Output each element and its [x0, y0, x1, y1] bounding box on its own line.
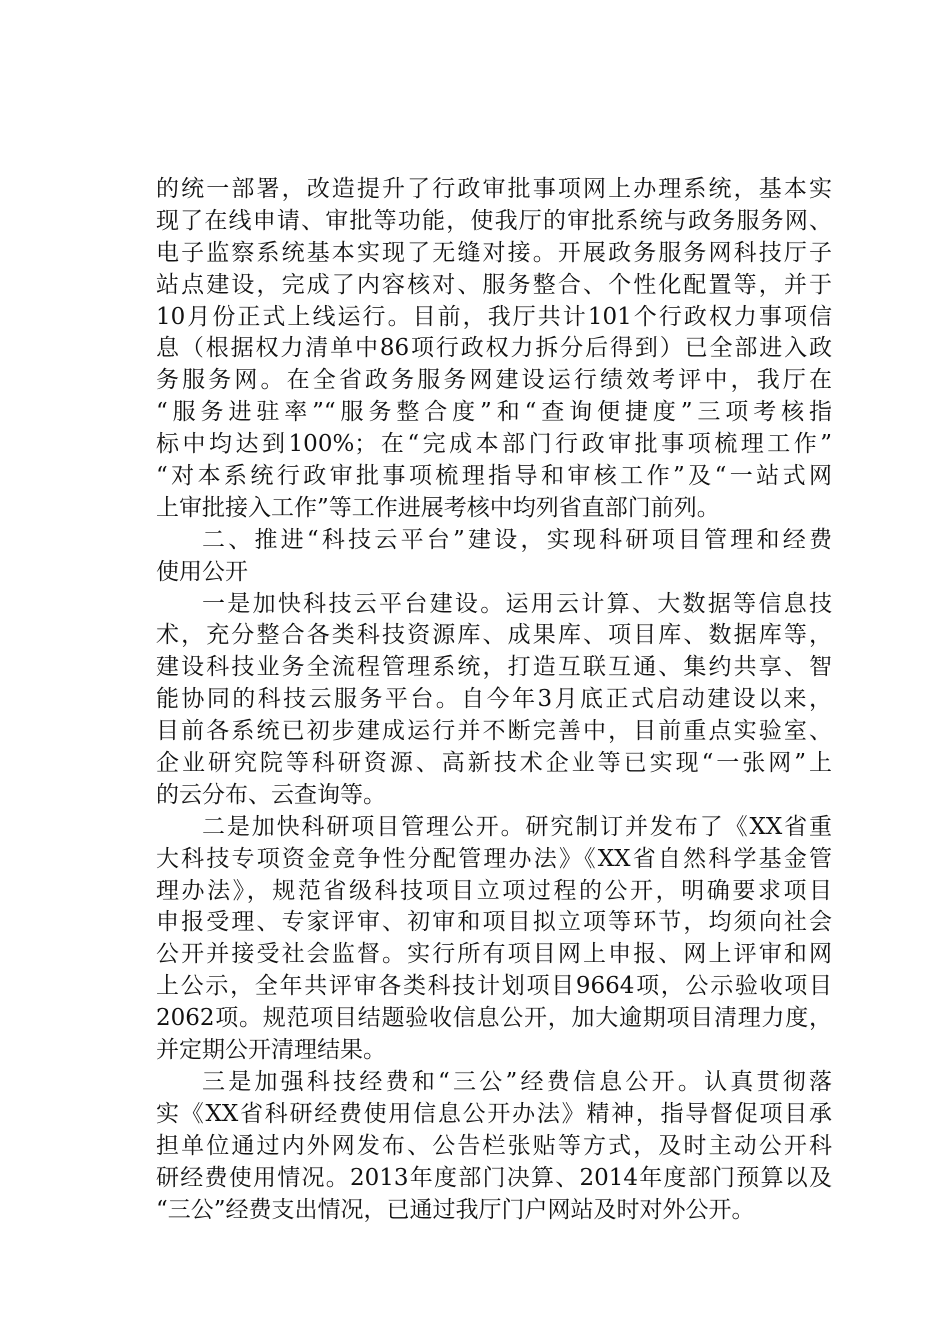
paragraph — [156, 174, 832, 525]
text-line: 标中均达到100%；在“完成本部门行政审批事项梳理工作” — [156, 431, 832, 458]
text-line: 大科技专项资金竞争性分配管理办法》《XX省自然科学基金管 — [156, 845, 832, 872]
text-line: 使用公开 — [156, 558, 248, 585]
text-line: 站点建设，完成了内容核对、服务整合、个性化配置等，并于 — [156, 271, 832, 298]
text-line: 企业研究院等科研资源、高新技术企业等已实现“一张网”上 — [156, 750, 832, 777]
text-line: 电子监察系统基本实现了无缝对接。开展政务服务网科技厅子 — [156, 239, 832, 266]
text-line: 术，充分整合各类科技资源库、成果库、项目库、数据库等， — [156, 622, 832, 649]
text-line: 现了在线申请、审批等功能，使我厅的审批系统与政务服务网、 — [156, 207, 832, 234]
paragraph — [156, 1067, 832, 1226]
text-line: “三公”经费支出情况，已通过我厅门户网站及时对外公开。 — [156, 1196, 755, 1223]
text-line: 的统一部署，改造提升了行政审批事项网上办理系统，基本实 — [156, 176, 832, 202]
text-line: 实《XX省科研经费使用信息公开办法》精神，指导督促项目承 — [156, 1100, 832, 1127]
text-line: “对本系统行政审批事项梳理指导和审核工作”及“一站式网 — [156, 463, 832, 490]
text-line: 的云分布、云查询等。 — [156, 781, 386, 808]
text-line: 目前各系统已初步建成运行并不断完善中，目前重点实验室、 — [156, 718, 832, 745]
paragraph — [156, 812, 832, 1067]
text-line: 务服务网。在全省政务服务网建设运行绩效考评中，我厅在 — [156, 367, 832, 394]
text-line: “服务进驻率”“服务整合度”和“查询便捷度”三项考核指 — [156, 399, 832, 426]
text-line: 建设科技业务全流程管理系统，打造互联互通、集约共享、智 — [156, 654, 832, 681]
text-line: 二、推进“科技云平台”建设，实现科研项目管理和经费 — [202, 526, 832, 553]
text-line: 三是加强科技经费和“三公”经费信息公开。认真贯彻落 — [202, 1068, 832, 1095]
text-line: 上公示，全年共评审各类科技计划项目9664项，公示验收项目 — [156, 973, 832, 1000]
text-line: 申报受理、专家评审、初审和项目拟立项等环节，均须向社会 — [156, 909, 832, 936]
text-line: 10月份正式上线运行。目前，我厅共计101个行政权力事项信 — [156, 303, 832, 330]
text-line: 息（根据权力清单中86项行政权力拆分后得到）已全部进入政 — [156, 335, 832, 362]
text-line: 一是加快科技云平台建设。运用云计算、大数据等信息技 — [202, 590, 832, 617]
text-line: 二是加快科研项目管理公开。研究制订并发布了《XX省重 — [202, 813, 832, 840]
paragraph — [156, 589, 832, 812]
text-line: 上审批接入工作”等工作进展考核中均列省直部门前列。 — [156, 494, 720, 521]
text-line: 公开并接受社会监督。实行所有项目网上申报、网上评审和网 — [156, 941, 832, 968]
text-line: 理办法》，规范省级科技项目立项过程的公开，明确要求项目 — [156, 877, 832, 904]
text-line: 能协同的科技云服务平台。自今年3月底正式启动建设以来， — [156, 686, 832, 713]
section-heading — [156, 525, 832, 589]
text-line: 并定期公开清理结果。 — [156, 1037, 386, 1064]
text-line: 担单位通过内外网发布、公告栏张贴等方式，及时主动公开科 — [156, 1132, 832, 1159]
document-page — [156, 174, 832, 1226]
text-line: 2062项。规范项目结题验收信息公开，加大逾期项目清理力度， — [156, 1005, 832, 1032]
text-line: 研经费使用情况。2013年度部门决算、2014年度部门预算以及 — [156, 1164, 832, 1191]
